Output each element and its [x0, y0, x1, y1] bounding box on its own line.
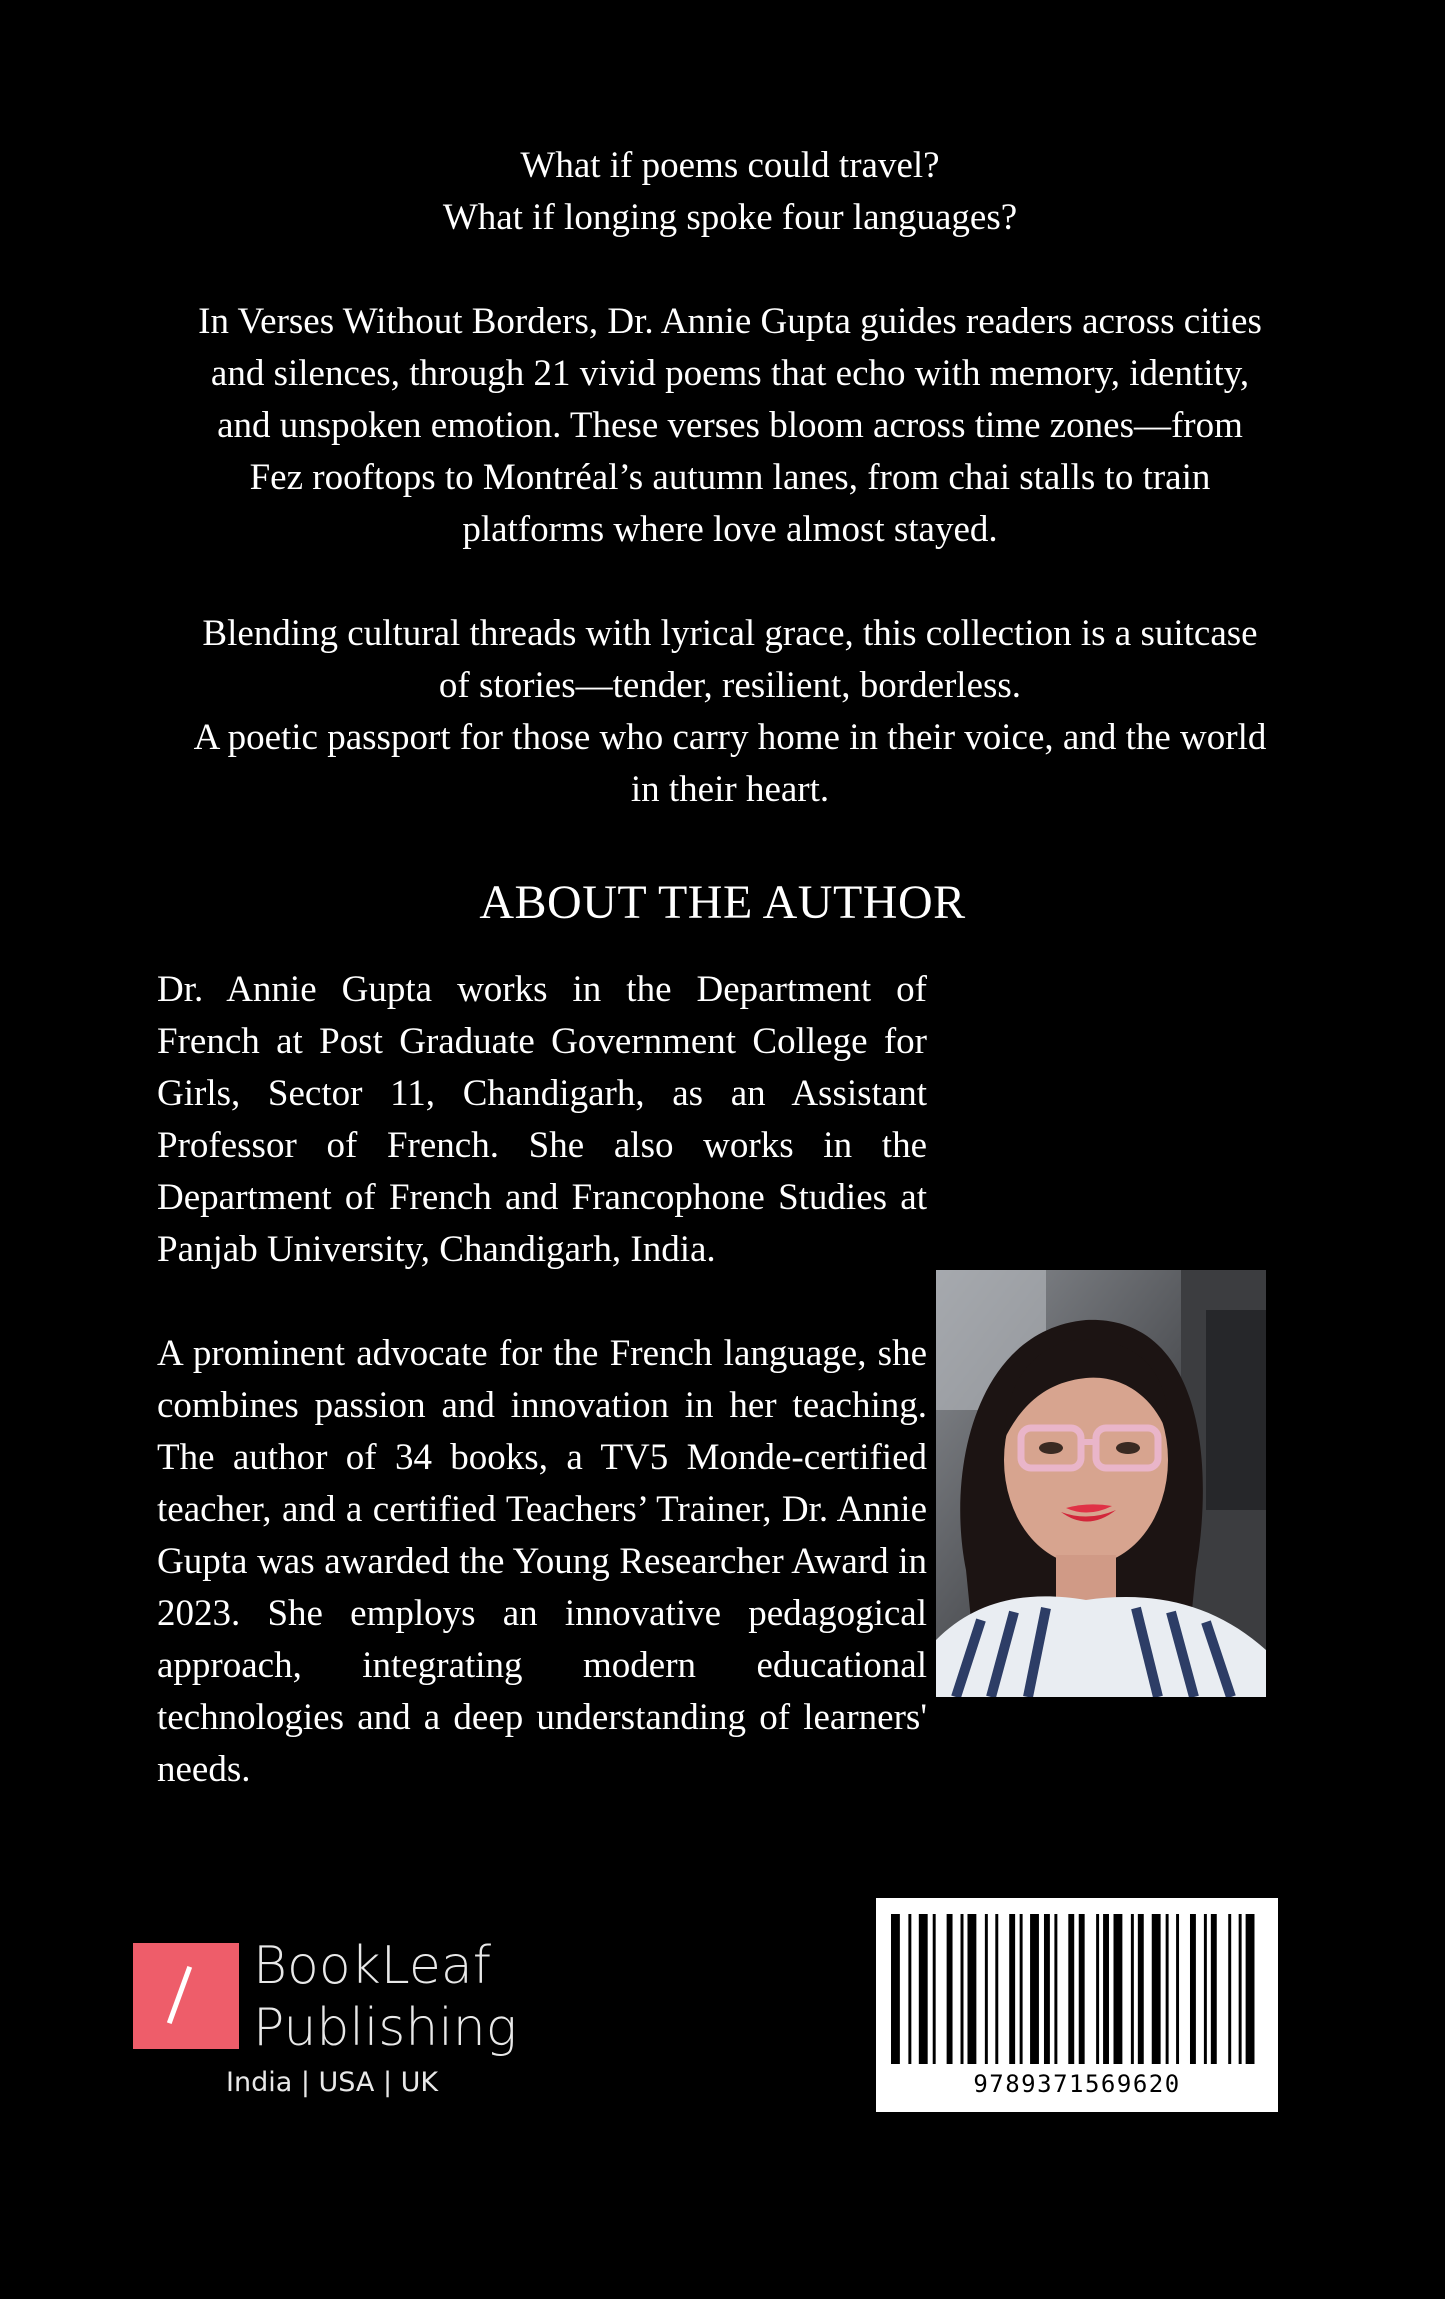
author-portrait-image	[936, 1270, 1266, 1697]
barcode-bar	[1131, 1914, 1134, 2064]
blurb-line: and unspoken emotion. These verses bloom across time zones—from	[217, 405, 1243, 446]
barcode-bar	[1044, 1914, 1050, 2064]
isbn-barcode	[876, 1898, 1278, 2112]
barcode-bar	[1176, 1914, 1179, 2064]
barcode-bars	[891, 1914, 1263, 2064]
blurb-line: Blending cultural threads with lyrical grace, this collection is a suitcase	[202, 613, 1258, 654]
barcode-bar	[1079, 1914, 1085, 2064]
barcode-bar	[995, 1914, 998, 2064]
barcode-bar	[967, 1914, 976, 2064]
barcode-bar	[933, 1914, 936, 2064]
publisher-logo-mark	[133, 1943, 239, 2049]
barcode-bar	[1114, 1914, 1123, 2064]
barcode-bar	[891, 1914, 900, 2064]
bio-paragraph: A prominent advocate for the French language, she combines passion and innovation in her teaching. The author of 34 books, a TV5 Monde-certified teacher, and a certified Teachers’ Trainer, Dr. Annie Gupta was awarded the Young Researcher Award in 2023. She employs an innovative pedagogical approach, integrating modern educational technologies and a deep understanding of learners' needs.	[157, 1333, 927, 1790]
barcode-bar	[1246, 1914, 1255, 2064]
blurb-line: platforms where love almost stayed.	[462, 509, 998, 550]
blurb-line: in their heart.	[630, 769, 830, 810]
barcode-bar	[1204, 1914, 1207, 2064]
publisher-name	[253, 1935, 593, 2059]
about-author-heading: ABOUT THE AUTHOR	[479, 876, 966, 929]
barcode-bar	[1166, 1914, 1169, 2064]
bio-paragraph: Dr. Annie Gupta works in the Department of French at Post Graduate Government College for Girls, Sector 11, Chandigarh, as an Assistant Professor of French. She also works in the Department of French and Francophone Studies at Panjab University, Chandigarh, India.	[157, 969, 927, 1270]
barcode-bar	[1138, 1914, 1144, 2064]
barcode-bar	[1228, 1914, 1231, 2064]
back-cover-blurb	[150, 140, 1310, 816]
publisher-name-line1: BookLeaf	[253, 1936, 492, 1996]
isbn-number: 9789371569620	[973, 2070, 1181, 2098]
blurb-line: What if longing spoke four languages?	[442, 197, 1018, 238]
barcode-bar	[1096, 1914, 1099, 2064]
blurb-line: A poetic passport for those who carry home in their voice, and the world	[193, 717, 1267, 758]
barcode-bar	[1068, 1914, 1074, 2064]
blurb-line: of stories—tender, resilient, borderless.	[438, 665, 1022, 706]
barcode-bar	[985, 1914, 988, 2064]
barcode-bar	[961, 1914, 964, 2064]
barcode-bar	[1103, 1914, 1109, 2064]
blurb-line: What if poems could travel?	[520, 145, 940, 186]
barcode-bar	[1054, 1914, 1057, 2064]
author-bio	[157, 964, 927, 1796]
barcode-bar	[1009, 1914, 1015, 2064]
blurb-line: Fez rooftops to Montréal’s autumn lanes, from chai stalls to train	[249, 457, 1211, 498]
blurb-line: and silences, through 21 vivid poems that echo with memory, identity,	[210, 353, 1250, 394]
barcode-bar	[1020, 1914, 1023, 2064]
slash-icon	[167, 1966, 192, 2024]
barcode-bar	[1190, 1914, 1196, 2064]
author-photo	[936, 1270, 1266, 1697]
barcode-bar	[1211, 1914, 1217, 2064]
barcode-bar	[1030, 1914, 1039, 2064]
barcode-bar	[908, 1914, 911, 2064]
publisher-regions: India | USA | UK	[226, 2067, 439, 2098]
blurb-line: In Verses Without Borders, Dr. Annie Gupta guides readers across cities	[198, 301, 1262, 342]
barcode-bar	[1152, 1914, 1161, 2064]
publisher-name-line2: Publishing	[253, 1998, 517, 2058]
barcode-bar	[947, 1914, 953, 2064]
barcode-bar	[1239, 1914, 1242, 2064]
barcode-bar	[919, 1914, 928, 2064]
